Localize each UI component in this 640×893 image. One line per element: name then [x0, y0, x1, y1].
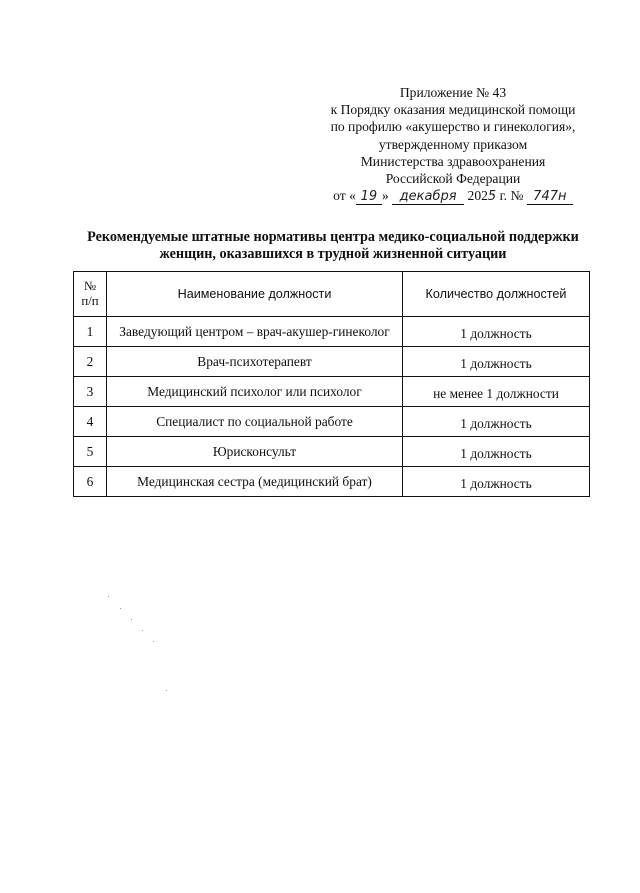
order-date-line — [318, 187, 588, 205]
table-row — [74, 437, 590, 467]
date-day: 19 — [356, 190, 382, 205]
scan-speck — [166, 690, 167, 691]
staffing-table — [73, 271, 590, 497]
title-line-2: женщин, оказавшихся в трудной жизненной ситуации — [159, 246, 507, 262]
scan-speck — [120, 608, 121, 609]
appendix-header — [318, 84, 588, 205]
order-number: 747н — [527, 190, 573, 205]
title-line-1: Рекомендуемые штатные нормативы центра медико-социальной поддержки — [87, 229, 579, 245]
row-count: 1 должность — [403, 347, 590, 377]
appendix-line-approved: утвержденному приказом — [378, 136, 528, 152]
scan-speck — [153, 641, 154, 642]
table-row — [74, 347, 590, 377]
scan-speck — [131, 619, 132, 620]
header-number-line-2: п/п — [81, 294, 99, 308]
row-count: 1 должность — [403, 437, 590, 467]
row-position: Заведующий центром – врач-акушер-гинеколог — [107, 317, 403, 347]
appendix-line-federation: Российской Федерации — [385, 171, 521, 187]
appendix-number: Приложение № 43 — [399, 85, 507, 100]
appendix-line-procedure: к Порядку оказания медицинской помощи — [330, 102, 576, 118]
scan-speck — [108, 596, 109, 597]
row-count: не менее 1 должности — [403, 377, 590, 407]
row-number: 6 — [74, 467, 107, 497]
table-header-row — [74, 272, 590, 317]
appendix-line-profile: по профилю «акушерство и гинекология», — [330, 119, 576, 135]
row-position: Специалист по социальной работе — [107, 407, 403, 437]
row-number: 3 — [74, 377, 107, 407]
date-month: декабря — [392, 190, 464, 205]
header-count: Количество должностей — [403, 272, 590, 317]
date-year-last-digit: 5 — [487, 189, 497, 205]
table-row — [74, 407, 590, 437]
row-position: Юрисконсульт — [107, 437, 403, 467]
document-title — [60, 229, 606, 263]
header-position: Наименование должности — [107, 272, 403, 317]
row-number: 4 — [74, 407, 107, 437]
row-position: Медицинский психолог или психолог — [107, 377, 403, 407]
table-row — [74, 467, 590, 497]
appendix-line-ministry: Министерства здравоохранения — [360, 153, 546, 169]
date-quote-close: » — [381, 188, 389, 204]
table-row — [74, 377, 590, 407]
row-number: 2 — [74, 347, 107, 377]
header-number-line-1: № — [83, 279, 97, 293]
header-number — [74, 272, 107, 317]
date-prefix: от « — [333, 188, 356, 204]
row-count: 1 должность — [403, 407, 590, 437]
table-row — [74, 317, 590, 347]
date-year-suffix: г. № — [499, 188, 524, 204]
row-number: 5 — [74, 437, 107, 467]
row-number: 1 — [74, 317, 107, 347]
row-count: 1 должность — [403, 317, 590, 347]
row-count: 1 должность — [403, 467, 590, 497]
row-position: Врач-психотерапевт — [107, 347, 403, 377]
scan-speck — [142, 630, 143, 631]
date-year: 202 — [467, 188, 488, 204]
row-position: Медицинская сестра (медицинский брат) — [107, 467, 403, 497]
